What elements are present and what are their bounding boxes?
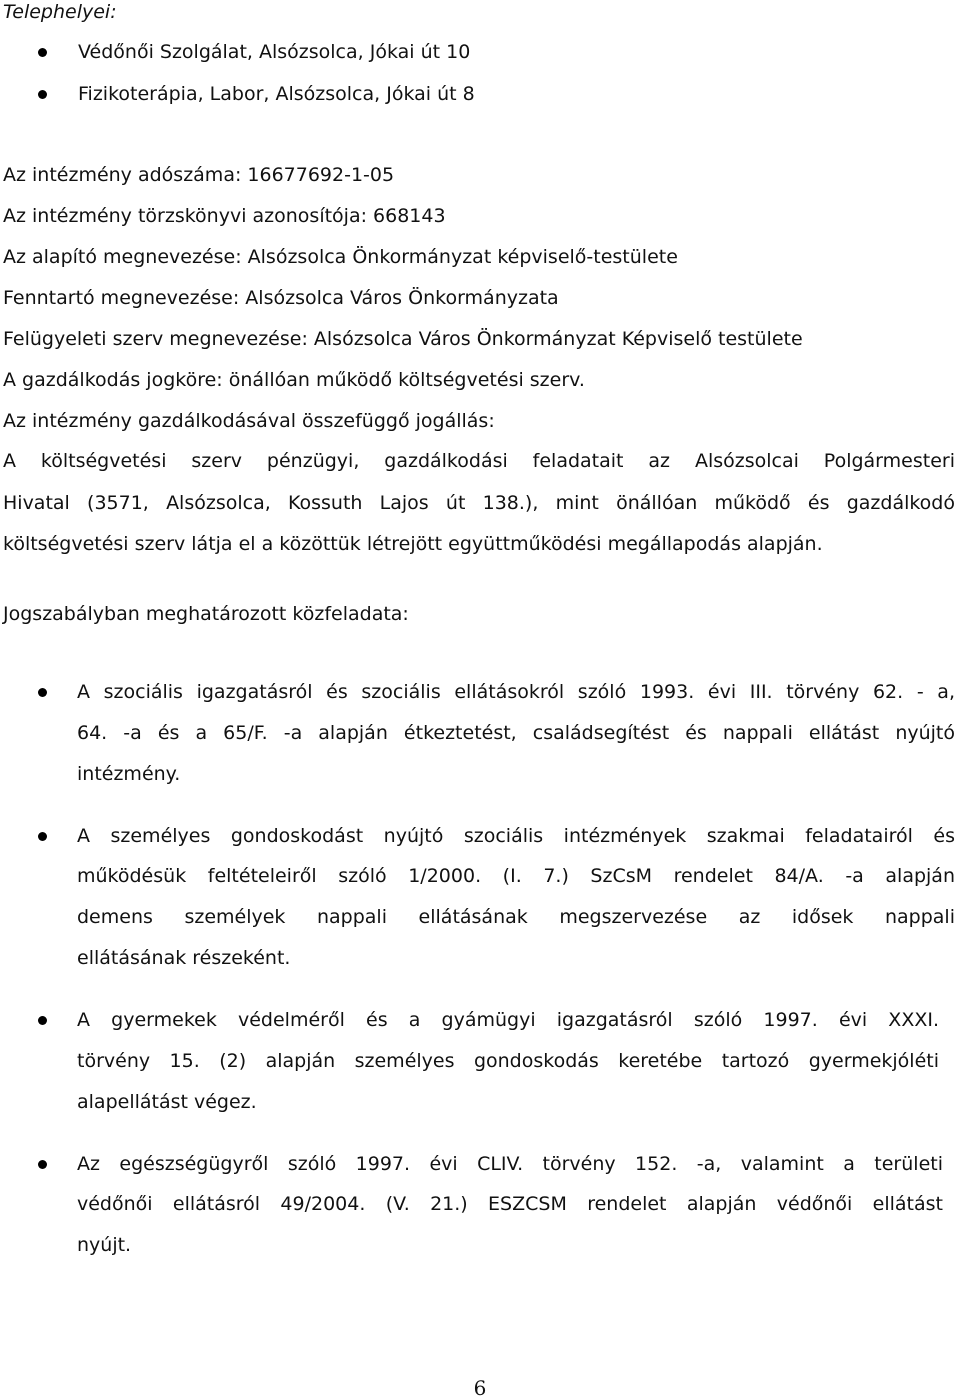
legal-status-line: A költségvetési szerv pénzügyi, gazdálkodási feladatait az Alsózsolcai Polgármesteri — [3, 450, 955, 472]
task-line: működésük feltételeiről szóló 1/2000. (I. 7.) SzCsM rendelet 84/A. -a alapján — [77, 865, 955, 887]
founder-name: Az alapító megnevezése: Alsózsolca Önkormányzat képviselő-testülete — [3, 246, 678, 268]
bullet-icon — [38, 1160, 47, 1169]
site-item: Védőnői Szolgálat, Alsózsolca, Jókai út 10 — [78, 41, 471, 63]
sites-heading: Telephelyei: — [3, 1, 117, 23]
task-line: A szociális igazgatásról és szociális ellátásokról szóló 1993. évi III. törvény 62. - a, — [77, 681, 955, 703]
task-line: Az egészségügyről szóló 1997. évi CLIV. törvény 152. -a, valamint a területi — [77, 1153, 943, 1175]
task-line: A gyermekek védelméről és a gyámügyi igazgatásról szóló 1997. évi XXXI. — [77, 1009, 939, 1031]
legal-status-line: Hivatal (3571, Alsózsolca, Kossuth Lajos út 138.), mint önállóan működő és gazdálkodó — [3, 492, 955, 514]
bullet-icon — [38, 688, 47, 697]
task-line: ellátásának részeként. — [77, 947, 291, 969]
management-scope: A gazdálkodás jogköre: önállóan működő költségvetési szerv. — [3, 369, 585, 391]
task-line: védőnői ellátásról 49/2004. (V. 21.) ESZCSM rendelet alapján védőnői ellátást — [77, 1193, 943, 1215]
page-number: 6 — [473, 1376, 487, 1400]
task-line: A személyes gondoskodást nyújtó szociális intézmények szakmai feladatairól és — [77, 825, 955, 847]
maintainer-name: Fenntartó megnevezése: Alsózsolca Város Önkormányzata — [3, 287, 559, 309]
tax-number: Az intézmény adószáma: 16677692-1-05 — [3, 164, 395, 186]
bullet-icon — [38, 832, 47, 841]
task-line: alapellátást végez. — [77, 1091, 257, 1113]
task-line: törvény 15. (2) alapján személyes gondoskodás keretébe tartozó gyermekjóléti — [77, 1050, 939, 1072]
site-item: Fizikoterápia, Labor, Alsózsolca, Jókai út 8 — [78, 83, 475, 105]
task-line: nyújt. — [77, 1234, 132, 1256]
bullet-icon — [38, 1016, 47, 1025]
legal-status-heading: Az intézmény gazdálkodásával összefüggő jogállás: — [3, 410, 495, 432]
tasks-heading: Jogszabályban meghatározott közfeladata: — [3, 603, 409, 625]
supervisor-name: Felügyeleti szerv megnevezése: Alsózsolca Város Önkormányzat Képviselő testülete — [3, 328, 803, 350]
legal-status-line: költségvetési szerv látja el a közöttük létrejött együttműködési megállapodás alapján. — [3, 533, 823, 555]
task-line: 64. -a és a 65/F. -a alapján étkeztetést, családsegítést és nappali ellátást nyújtó — [77, 722, 955, 744]
registry-id: Az intézmény törzskönyvi azonosítója: 668143 — [3, 205, 446, 227]
task-line: demens személyek nappali ellátásának megszervezése az idősek nappali — [77, 906, 955, 928]
bullet-icon — [38, 90, 47, 99]
task-line: intézmény. — [77, 763, 181, 785]
bullet-icon — [38, 48, 47, 57]
